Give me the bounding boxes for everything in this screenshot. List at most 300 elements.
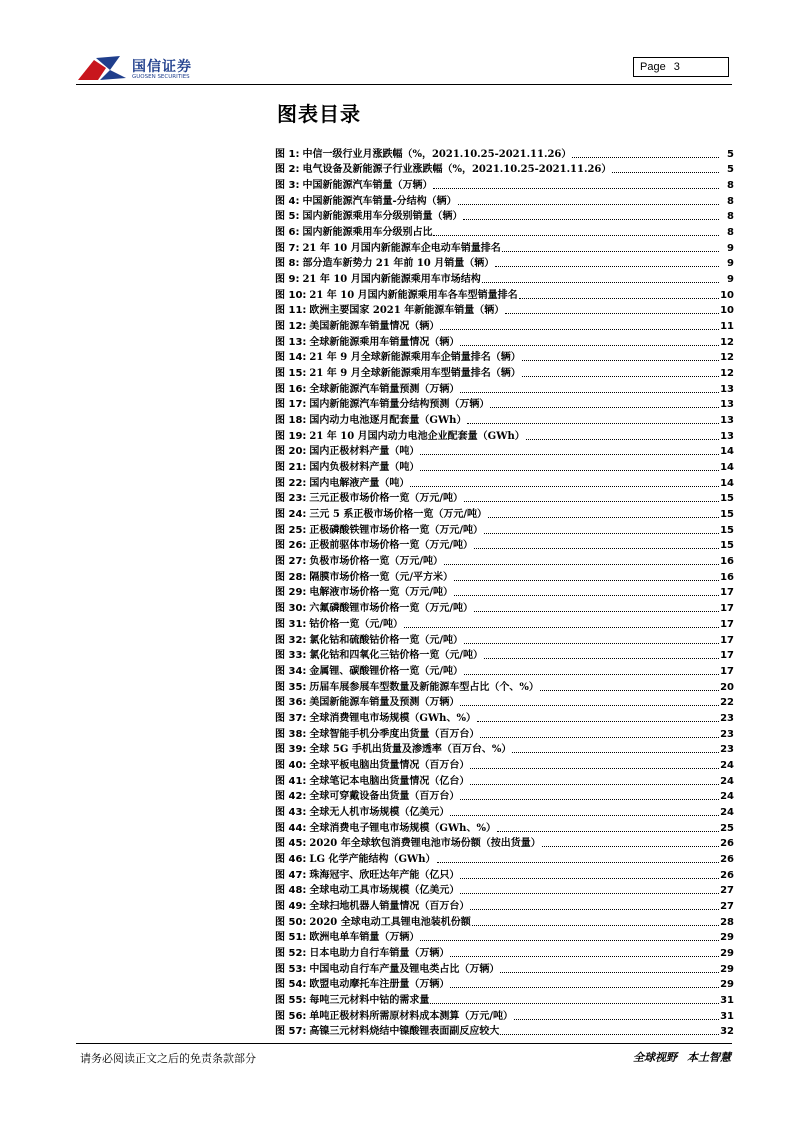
slogan-part-2: 本土智慧 <box>687 1051 731 1064</box>
dot-leader <box>495 257 719 267</box>
toc-entry[interactable] <box>275 647 734 663</box>
figure-page-number: 28 <box>720 916 734 928</box>
figure-page-number: 25 <box>720 822 734 834</box>
figure-page-number: 29 <box>720 979 734 991</box>
figure-title: 全球扫地机器人销量情况（百万台） <box>309 900 470 912</box>
figure-label: 图 42: <box>275 791 307 803</box>
figure-title: 隔膜市场价格一览（元/平方米） <box>309 571 454 583</box>
figure-title: 美国新能源车销量情况（辆） <box>309 321 440 333</box>
figure-page-number: 26 <box>720 869 734 881</box>
figure-label: 图 16: <box>275 383 307 395</box>
figure-title: 国内正极材料产量（吨） <box>309 446 420 458</box>
toc-entry[interactable] <box>275 427 734 443</box>
figure-title: 全球平板电脑出货量情况（百万台） <box>309 759 470 771</box>
dot-leader <box>460 336 719 346</box>
dot-leader <box>460 696 719 706</box>
dot-leader <box>540 681 719 691</box>
figure-label: 图 57: <box>275 1026 307 1038</box>
dot-leader <box>460 869 719 879</box>
toc-entry[interactable] <box>275 944 734 960</box>
figure-title: 单吨正极材料所需原材料成本测算（万元/吨） <box>309 1010 514 1022</box>
dot-leader <box>444 555 719 565</box>
dot-leader <box>514 1010 719 1020</box>
figure-label: 图 46: <box>275 853 307 865</box>
figure-page-number: 16 <box>720 556 734 568</box>
figure-title: 国内新能源乘用车分级别占比 <box>302 227 433 239</box>
dot-leader <box>477 712 719 722</box>
dot-leader <box>450 947 719 957</box>
figure-page-number: 8 <box>727 195 734 207</box>
figure-title: 金属锂、碳酸锂价格一览（元/吨） <box>309 665 464 677</box>
dot-leader <box>440 320 719 330</box>
figure-page-number: 17 <box>720 587 734 599</box>
figure-label: 图 26: <box>275 540 307 552</box>
figure-label: 图 33: <box>275 650 307 662</box>
figure-page-number: 12 <box>720 368 734 380</box>
figure-page-number: 15 <box>720 524 734 536</box>
figure-label: 图 37: <box>275 712 307 724</box>
dot-leader <box>484 524 719 534</box>
slogan-part-1: 全球视野 <box>633 1051 677 1064</box>
toc-entry[interactable] <box>275 317 734 333</box>
figure-page-number: 5 <box>727 164 734 176</box>
figure-title: 每吨三元材料中钴的需求量 <box>309 994 430 1006</box>
figure-page-number: 26 <box>720 853 734 865</box>
toc-entry[interactable] <box>275 364 734 380</box>
header-divider <box>76 84 732 85</box>
figure-page-number: 12 <box>720 352 734 364</box>
figure-title: 美国新能源车销量及预测（万辆） <box>309 697 460 709</box>
figure-page-number: 32 <box>720 1026 734 1038</box>
figure-title: 正极磷酸铁锂市场价格一览（万元/吨） <box>309 524 484 536</box>
footer-disclaimer: 请务必阅读正文之后的免责条款部分 <box>80 1052 256 1065</box>
figure-label: 图 24: <box>275 509 307 521</box>
figure-label: 图 25: <box>275 524 307 536</box>
figure-page-number: 29 <box>720 932 734 944</box>
figure-label: 图 18: <box>275 415 307 427</box>
dot-leader <box>488 508 719 518</box>
page-title: 图表目录 <box>277 102 361 126</box>
figure-title: 全球消费电子锂电市场规模（GWh、%） <box>309 822 496 834</box>
figure-page-number: 22 <box>720 697 734 709</box>
toc-entry[interactable] <box>275 913 734 929</box>
figure-page-number: 17 <box>720 634 734 646</box>
figure-page-number: 17 <box>720 665 734 677</box>
figure-title: 国内新能源乘用车分级别销量（辆） <box>302 211 463 223</box>
toc-entry[interactable] <box>275 490 734 506</box>
figure-title: 中信一级行业月涨跌幅（%，2021.10.25-2021.11.26） <box>302 148 572 160</box>
dot-leader <box>470 900 719 910</box>
dot-leader <box>612 163 719 173</box>
figure-title: 欧洲电单车销量（万辆） <box>309 932 420 944</box>
dot-leader <box>464 634 719 644</box>
figure-label: 图 48: <box>275 885 307 897</box>
figure-label: 图 27: <box>275 556 307 568</box>
dot-leader <box>420 461 719 471</box>
figure-title: 高镍三元材料烧结中镍酸锂表面副反应较大 <box>309 1026 500 1038</box>
figure-label: 图 23: <box>275 493 307 505</box>
dot-leader <box>420 445 719 455</box>
figure-title: 中国新能源汽车销量（万辆） <box>302 180 433 192</box>
dot-leader <box>522 367 719 377</box>
figure-title: 21 年 9 月全球新能源乘用车企销量排名（辆） <box>309 352 521 364</box>
toc-entry[interactable] <box>275 474 734 490</box>
dot-leader <box>460 884 719 894</box>
dot-leader <box>454 571 719 581</box>
figure-title: LG 化学产能结构（GWh） <box>309 853 436 865</box>
figure-page-number: 8 <box>727 180 734 192</box>
figure-label: 图 30: <box>275 603 307 615</box>
guosen-logo-icon <box>76 54 128 84</box>
figure-label: 图 12: <box>275 321 307 333</box>
page-number: 3 <box>673 61 680 73</box>
toc-entry[interactable] <box>275 756 734 772</box>
dot-leader <box>572 148 719 158</box>
figure-title: 珠海冠宇、欣旺达年产能（亿只） <box>309 869 460 881</box>
figure-title: 三元 5 系正极市场价格一览（万元/吨） <box>309 509 487 521</box>
toc-entry[interactable] <box>275 615 734 631</box>
figure-label: 图 36: <box>275 697 307 709</box>
toc-entry[interactable] <box>275 599 734 615</box>
figure-page-number: 20 <box>720 681 734 693</box>
toc-entry[interactable] <box>275 1023 734 1039</box>
figure-title: 全球笔记本电脑出货量情况（亿台） <box>309 775 470 787</box>
figure-page-number: 14 <box>720 462 734 474</box>
figure-index-list <box>275 145 734 1038</box>
toc-entry[interactable] <box>275 396 734 412</box>
page-label: Page <box>640 61 666 73</box>
dot-leader <box>430 994 719 1004</box>
figure-title: 六氟磷酸锂市场价格一览（万元/吨） <box>309 603 474 615</box>
figure-title: 全球电动工具市场规模（亿美元） <box>309 885 460 897</box>
dot-leader <box>464 665 719 675</box>
dot-leader <box>450 978 719 988</box>
figure-page-number: 23 <box>720 712 734 724</box>
figure-label: 图 10: <box>275 289 307 301</box>
toc-entry[interactable] <box>275 772 734 788</box>
figure-page-number: 31 <box>720 994 734 1006</box>
figure-title: 国内电解液产量（吨） <box>309 477 410 489</box>
figure-page-number: 31 <box>720 1010 734 1022</box>
figure-label: 图 28: <box>275 571 307 583</box>
figure-label: 图 1: <box>275 148 300 160</box>
figure-title: 氯化钴和硫酸钴价格一览（元/吨） <box>309 634 464 646</box>
toc-entry[interactable] <box>275 631 734 647</box>
toc-entry[interactable] <box>275 678 734 694</box>
toc-entry[interactable] <box>275 411 734 427</box>
figure-title: 历届车展参展车型数量及新能源车型占比（个、%） <box>309 681 539 693</box>
figure-page-number: 23 <box>720 744 734 756</box>
dot-leader <box>450 806 719 816</box>
figure-title: 部分造车新势力 21 年前 10 月销量（辆） <box>302 258 495 270</box>
toc-entry[interactable] <box>275 505 734 521</box>
dot-leader <box>460 790 719 800</box>
toc-entry[interactable] <box>275 788 734 804</box>
dot-leader <box>502 242 719 252</box>
figure-page-number: 29 <box>720 947 734 959</box>
figure-page-number: 13 <box>720 383 734 395</box>
toc-entry[interactable] <box>275 568 734 584</box>
toc-entry[interactable] <box>275 850 734 866</box>
figure-label: 图 17: <box>275 399 307 411</box>
figure-page-number: 13 <box>720 430 734 442</box>
toc-entry[interactable] <box>275 897 734 913</box>
figure-label: 图 39: <box>275 744 307 756</box>
toc-entry[interactable] <box>275 960 734 976</box>
dot-leader <box>470 759 719 769</box>
figure-label: 图 11: <box>275 305 307 317</box>
dot-leader <box>526 430 719 440</box>
figure-title: 21 年 10 月国内新能源乘用车市场结构 <box>302 274 481 286</box>
dot-leader <box>474 602 719 612</box>
toc-entry[interactable] <box>275 458 734 474</box>
dot-leader <box>464 492 719 502</box>
dot-leader <box>437 853 720 863</box>
toc-entry[interactable] <box>275 929 734 945</box>
figure-page-number: 24 <box>720 775 734 787</box>
toc-entry[interactable] <box>275 1007 734 1023</box>
figure-page-number: 23 <box>720 728 734 740</box>
figure-label: 图 41: <box>275 775 307 787</box>
toc-entry[interactable] <box>275 333 734 349</box>
figure-label: 图 7: <box>275 242 300 254</box>
toc-entry[interactable] <box>275 255 734 271</box>
figure-label: 图 22: <box>275 477 307 489</box>
dot-leader <box>420 931 719 941</box>
figure-title: 三元正极市场价格一览（万元/吨） <box>309 493 464 505</box>
figure-label: 图 2: <box>275 164 300 176</box>
figure-page-number: 8 <box>727 211 734 223</box>
figure-label: 图 51: <box>275 932 307 944</box>
figure-label: 图 20: <box>275 446 307 458</box>
figure-label: 图 50: <box>275 916 307 928</box>
toc-entry[interactable] <box>275 741 734 757</box>
figure-label: 图 43: <box>275 806 307 818</box>
toc-entry[interactable] <box>275 443 734 459</box>
figure-label: 图 35: <box>275 681 307 693</box>
figure-page-number: 14 <box>720 477 734 489</box>
dot-leader <box>467 414 719 424</box>
figure-title: 欧洲主要国家 2021 年新能源车销量（辆） <box>309 305 505 317</box>
figure-page-number: 9 <box>727 242 734 254</box>
dot-leader <box>500 1025 719 1035</box>
figure-label: 图 53: <box>275 963 307 975</box>
figure-page-number: 9 <box>727 258 734 270</box>
figure-label: 图 54: <box>275 979 307 991</box>
logo-english-name: GUOSEN SECURITIES <box>132 74 190 80</box>
figure-page-number: 11 <box>720 321 734 333</box>
figure-page-number: 13 <box>720 399 734 411</box>
dot-leader <box>512 743 719 753</box>
figure-title: 全球新能源汽车销量预测（万辆） <box>309 383 460 395</box>
figure-label: 图 40: <box>275 759 307 771</box>
toc-entry[interactable] <box>275 803 734 819</box>
dot-leader <box>470 775 719 785</box>
figure-page-number: 14 <box>720 446 734 458</box>
figure-label: 图 44: <box>275 822 307 834</box>
figure-label: 图 34: <box>275 665 307 677</box>
guosen-logo <box>76 54 206 84</box>
dot-leader <box>482 273 719 283</box>
figure-label: 图 9: <box>275 274 300 286</box>
figure-title: 全球消费锂电市场规模（GWh、%） <box>309 712 476 724</box>
dot-leader <box>484 649 719 659</box>
toc-entry[interactable] <box>275 662 734 678</box>
dot-leader <box>454 586 719 596</box>
toc-entry[interactable] <box>275 176 734 192</box>
dot-leader <box>519 289 719 299</box>
figure-title: 全球智能手机分季度出货量（百万台） <box>309 728 480 740</box>
toc-entry[interactable] <box>275 302 734 318</box>
figure-page-number: 10 <box>720 289 734 301</box>
toc-entry[interactable] <box>275 286 734 302</box>
figure-title: 中国新能源汽车销量-分结构（辆） <box>302 195 457 207</box>
dot-leader <box>522 351 719 361</box>
figure-title: 国内负极材料产量（吨） <box>309 462 420 474</box>
figure-title: 钴价格一览（元/吨） <box>309 618 404 630</box>
figure-label: 图 52: <box>275 947 307 959</box>
figure-title: 全球新能源乘用车销量情况（辆） <box>309 336 460 348</box>
toc-entry[interactable] <box>275 976 734 992</box>
figure-page-number: 24 <box>720 791 734 803</box>
dot-leader <box>433 226 719 236</box>
figure-title: 21 年 10 月国内新能源车企电动车销量排名 <box>302 242 501 254</box>
dot-leader <box>460 383 719 393</box>
toc-entry[interactable] <box>275 866 734 882</box>
figure-title: 中国电动自行车产量及锂电类占比（万辆） <box>309 963 500 975</box>
figure-page-number: 24 <box>720 806 734 818</box>
figure-page-number: 15 <box>720 540 734 552</box>
logo-chinese-name: 国信证券 <box>132 59 192 75</box>
toc-entry[interactable] <box>275 725 734 741</box>
toc-entry[interactable] <box>275 161 734 177</box>
toc-entry[interactable] <box>275 380 734 396</box>
figure-title: 日本电助力自行车销量（万辆） <box>309 947 450 959</box>
figure-page-number: 13 <box>720 415 734 427</box>
figure-title: 全球 5G 手机出货量及渗透率（百万台、%） <box>309 744 512 756</box>
figure-page-number: 15 <box>720 493 734 505</box>
dot-leader <box>463 210 719 220</box>
toc-entry[interactable] <box>275 991 734 1007</box>
figure-title: 负极市场价格一览（万元/吨） <box>309 556 444 568</box>
toc-entry[interactable] <box>275 349 734 365</box>
dot-leader <box>500 963 719 973</box>
toc-entry[interactable] <box>275 223 734 239</box>
dot-leader <box>433 179 719 189</box>
figure-label: 图 49: <box>275 900 307 912</box>
figure-title: 2020 全球电动工具锂电池装机份额 <box>309 916 471 928</box>
page-header <box>76 52 732 84</box>
dot-leader <box>542 837 719 847</box>
dot-leader <box>480 728 719 738</box>
figure-label: 图 21: <box>275 462 307 474</box>
figure-title: 电解液市场价格一览（万元/吨） <box>309 587 454 599</box>
dot-leader <box>497 822 719 832</box>
dot-leader <box>505 304 719 314</box>
dot-leader <box>458 195 719 205</box>
figure-page-number: 27 <box>720 900 734 912</box>
figure-label: 图 4: <box>275 195 300 207</box>
figure-label: 图 15: <box>275 368 307 380</box>
figure-page-number: 26 <box>720 838 734 850</box>
figure-title: 欧盟电动摩托车注册量（万辆） <box>309 979 450 991</box>
toc-entry[interactable] <box>275 694 734 710</box>
figure-title: 氯化钴和四氧化三钴价格一览（元/吨） <box>309 650 484 662</box>
dot-leader <box>474 539 719 549</box>
figure-label: 图 45: <box>275 838 307 850</box>
figure-title: 正极前驱体市场价格一览（万元/吨） <box>309 540 474 552</box>
toc-entry[interactable] <box>275 239 734 255</box>
figure-title: 国内动力电池逐月配套量（GWh） <box>309 415 467 427</box>
figure-label: 图 32: <box>275 634 307 646</box>
figure-page-number: 27 <box>720 885 734 897</box>
dot-leader <box>410 477 719 487</box>
dot-leader <box>472 916 719 926</box>
toc-entry[interactable] <box>275 192 734 208</box>
figure-page-number: 29 <box>720 963 734 975</box>
figure-label: 图 31: <box>275 618 307 630</box>
figure-label: 图 47: <box>275 869 307 881</box>
footer-divider <box>76 1043 732 1044</box>
figure-page-number: 17 <box>720 603 734 615</box>
figure-page-number: 17 <box>720 618 734 630</box>
figure-label: 图 3: <box>275 180 300 192</box>
figure-page-number: 16 <box>720 571 734 583</box>
toc-entry[interactable] <box>275 145 734 161</box>
figure-page-number: 24 <box>720 759 734 771</box>
figure-label: 图 19: <box>275 430 307 442</box>
toc-entry[interactable] <box>275 270 734 286</box>
figure-page-number: 8 <box>727 227 734 239</box>
figure-page-number: 12 <box>720 336 734 348</box>
figure-label: 图 13: <box>275 336 307 348</box>
toc-entry[interactable] <box>275 819 734 835</box>
figure-page-number: 5 <box>727 148 734 160</box>
figure-title: 国内新能源汽车销量分结构预测（万辆） <box>309 399 490 411</box>
figure-label: 图 5: <box>275 211 300 223</box>
figure-label: 图 38: <box>275 728 307 740</box>
dot-leader <box>490 398 719 408</box>
figure-title: 21 年 9 月全球新能源乘用车型销量排名（辆） <box>309 368 521 380</box>
figure-label: 图 6: <box>275 227 300 239</box>
figure-label: 图 8: <box>275 258 300 270</box>
toc-entry[interactable] <box>275 709 734 725</box>
figure-page-number: 9 <box>727 274 734 286</box>
figure-page-number: 17 <box>720 650 734 662</box>
dot-leader <box>404 618 719 628</box>
footer-slogan <box>633 1049 731 1065</box>
figure-title: 电气设备及新能源子行业涨跌幅（%，2021.10.25-2021.11.26） <box>302 164 612 176</box>
figure-title: 2020 年全球软包消费锂电池市场份额（按出货量） <box>309 838 541 850</box>
toc-entry[interactable] <box>275 835 734 851</box>
page-number-box <box>633 57 729 77</box>
figure-title: 全球无人机市场规模（亿美元） <box>309 806 450 818</box>
figure-title: 全球可穿戴设备出货量（百万台） <box>309 791 460 803</box>
toc-entry[interactable] <box>275 552 734 568</box>
figure-label: 图 14: <box>275 352 307 364</box>
figure-label: 图 56: <box>275 1010 307 1022</box>
figure-title: 21 年 10 月国内动力电池企业配套量（GWh） <box>309 430 525 442</box>
figure-page-number: 10 <box>720 305 734 317</box>
figure-page-number: 15 <box>720 509 734 521</box>
toc-entry[interactable] <box>275 208 734 224</box>
figure-label: 图 55: <box>275 994 307 1006</box>
toc-entry[interactable] <box>275 882 734 898</box>
figure-title: 21 年 10 月国内新能源乘用车各车型销量排名 <box>309 289 518 301</box>
toc-entry[interactable] <box>275 521 734 537</box>
toc-entry[interactable] <box>275 584 734 600</box>
toc-entry[interactable] <box>275 537 734 553</box>
